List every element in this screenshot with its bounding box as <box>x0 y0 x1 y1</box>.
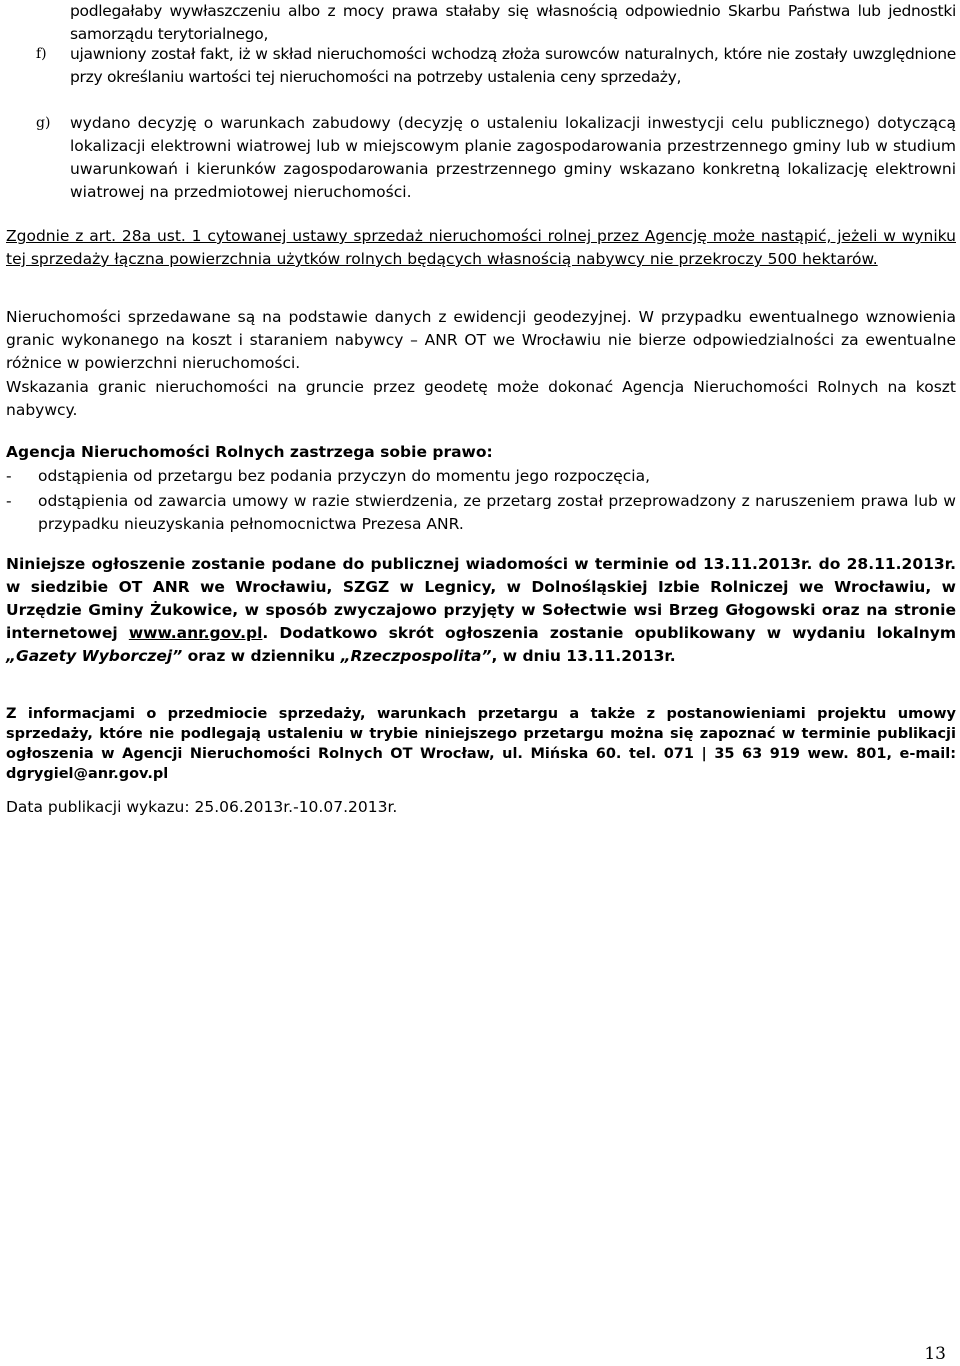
dash-marker: - <box>6 492 12 510</box>
publication-paragraph <box>6 553 956 668</box>
page-number: 13 <box>924 1344 946 1364</box>
publication-text: oraz w dzienniku <box>182 647 341 665</box>
dash-marker: - <box>6 467 12 485</box>
art28a-paragraph: Zgodnie z art. 28a ust. 1 cytowanej ustawy sprzedaż nieruchomości rolnej przez Agencję może nastąpić, jeżeli w wyniku tej sprzedaży łączna powierzchnia użytków rolnych będących własnością nabywcy nie przekroczy 500 hektarów. <box>6 227 956 268</box>
info-paragraph: Z informacjami o przedmiocie sprzedaży, warunkach przetargu a także z postanowieniami projektu umowy sprzedaży, które nie podlegają ustaleniu w trybie niniejszego przetargu można się zapoznać w terminie publikacji ogłoszenia w Agencji Nieruchomości Rolnych OT Wrocław, ul. Mińska 60. tel. 071 | 35 63 919 wew. 801, e-mail: dgrygiel@anr.gov.pl <box>6 706 956 782</box>
list-marker: f) <box>36 46 47 62</box>
publication-text: , w dniu 13.11.2013r. <box>491 647 676 665</box>
list-item-continuation <box>6 0 956 46</box>
website-link[interactable]: www.anr.gov.pl <box>128 624 263 642</box>
list-item-g <box>6 112 956 204</box>
newspaper-name: „Rzeczpospolita” <box>340 647 492 665</box>
publication-text: . Dodatkowo skrót ogłoszenia zostanie opublikowany w wydaniu lokalnym <box>262 624 957 642</box>
boundaries-paragraph: Nieruchomości sprzedawane są na podstawie danych z ewidencji geodezyjnej. W przypadku ewentualnego wznowienia granic wykonanego na koszt i staraniem nabywcy – ANR OT we Wrocławiu nie bierze odpowiedzialności za ewentualne różnice w powierzchni nieruchomości. <box>6 308 956 372</box>
rights-heading: Agencja Nieruchomości Rolnych zastrzega sobie prawo: <box>6 443 493 461</box>
list-item-text: wydano decyzję o warunkach zabudowy (decyzję o ustaleniu lokalizacji inwestycji celu publicznego) dotyczącą lokalizacji elektrowni wiatrowej lub w miejscowym planie zagospodarowania przestrzennego gminy lub w studium uwarunkowań i kierunków zagospodarowania przestrzennego gminy wskazano konkretną lokalizację elektrowni wiatrowej na przedmiotowej nieruchomości. <box>70 114 956 201</box>
publication-date: Data publikacji wykazu: 25.06.2013r.-10.07.2013r. <box>6 798 398 816</box>
rights-item-text: odstąpienia od zawarcia umowy w razie stwierdzenia, ze przetarg został przeprowadzony z naruszeniem prawa lub w przypadku nieuzyskania pełnomocnictwa Prezesa ANR. <box>38 492 956 533</box>
list-item-text: podlegałaby wywłaszczeniu albo z mocy prawa stałaby się własnością odpowiednio Skarbu Państwa lub jednostki samorządu terytorialnego, <box>70 2 956 43</box>
list-item-f <box>6 43 956 89</box>
rights-item <box>6 490 956 536</box>
rights-item-text: odstąpienia od przetargu bez podania przyczyn do momentu jego rozpoczęcia, <box>38 467 650 485</box>
list-marker: g) <box>36 115 51 131</box>
publication-text: Niniejsze ogłoszenie zostanie podane do publicznej wiadomości w terminie od 13.11.2013r. do 28.11.2013r. w siedzibie OT ANR we Wrocławiu, SZGZ w Legnicy, w Dolnośląskiej Izbie Rolniczej we Wrocławiu, w Urzędzie Gminy Żukowice, w sposób zwyczajowo przyjęty w Sołectwie wsi Brzeg Głogowski oraz na stronie internetowej <box>6 555 956 642</box>
rights-item <box>6 465 956 488</box>
survey-paragraph: Wskazania granic nieruchomości na gruncie przez geodetę może dokonać Agencja Nieruchomości Rolnych na koszt nabywcy. <box>6 378 956 419</box>
list-item-text: ujawniony został fakt, iż w skład nieruchomości wchodzą złoża surowców naturalnych, które nie zostały uwzględnione przy określaniu wartości tej nieruchomości na potrzeby ustalenia ceny sprzedaży, <box>70 45 956 86</box>
newspaper-name: „Gazety Wyborczej” <box>6 647 183 665</box>
